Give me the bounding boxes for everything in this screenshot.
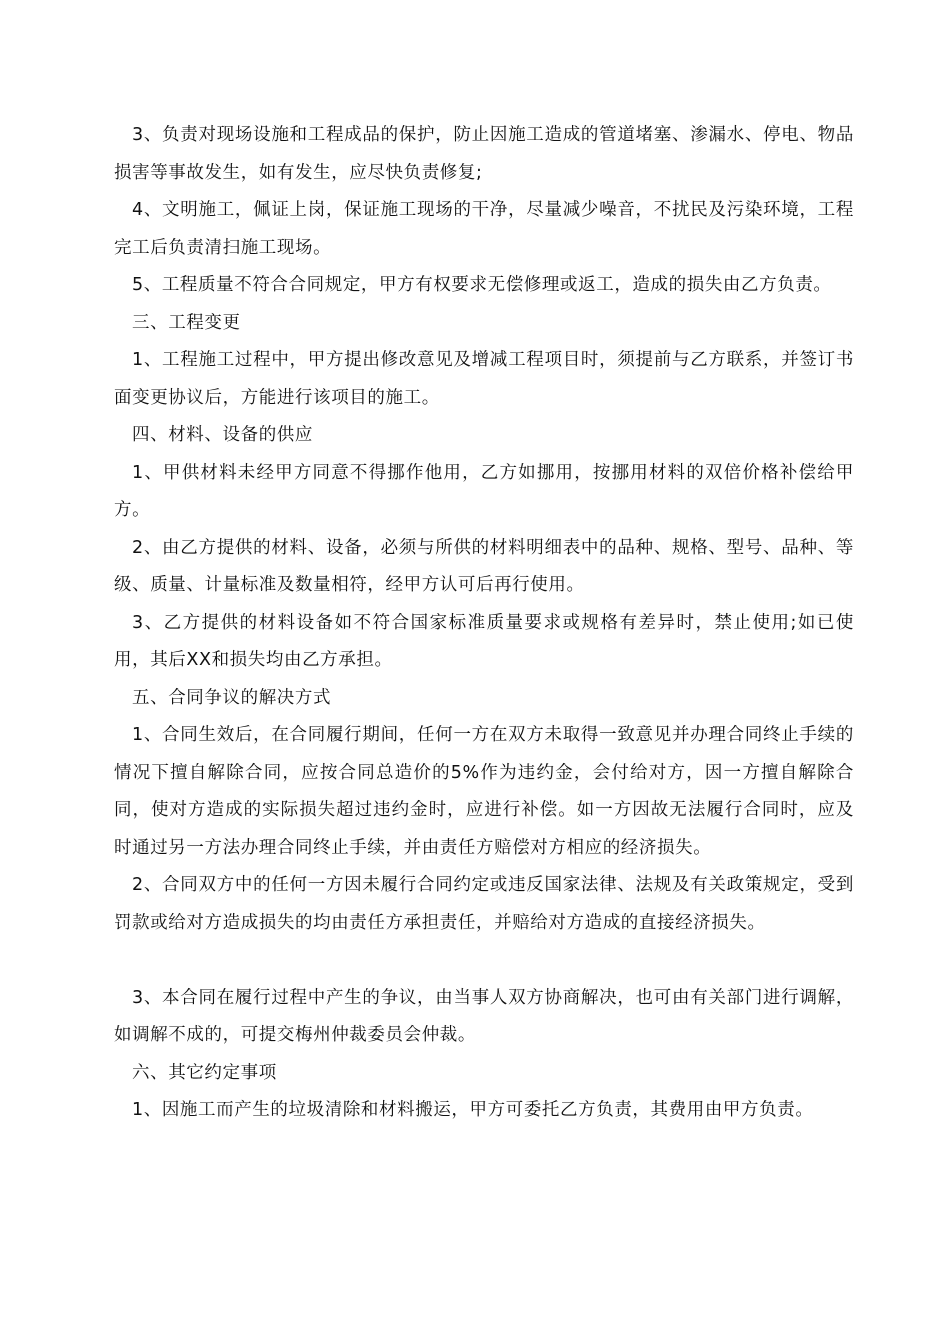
clause-5-quality: 5、工程质量不符合合同规定，甲方有权要求无偿修理或返工，造成的损失由乙方负责。 xyxy=(132,275,832,295)
section-heading-material-supply: 四、材料、设备的供应 xyxy=(132,425,313,445)
other-clause-1: 1、因施工而产生的垃圾清除和材料搬运，甲方可委托乙方负责，其费用由甲方负责。 xyxy=(132,1100,814,1120)
supply-clause-3: 3、乙方提供的材料设备如不符合国家标准质量要求或规格有差异时，禁止使用;如已使用，其后XX和损失均由乙方承担。 xyxy=(114,612,854,670)
supply-clause-1: 1、甲供材料未经甲方同意不得挪作他用，乙方如挪用，按挪用材料的双倍价格补偿给甲方。 xyxy=(114,462,854,520)
dispute-clause-3: 3、本合同在履行过程中产生的争议，由当事人双方协商解决，也可由有关部门进行调解，如调解不成的，可提交梅州仲裁委员会仲裁。 xyxy=(114,987,854,1045)
section-heading-other-matters: 六、其它约定事项 xyxy=(132,1062,277,1083)
section-heading-dispute-resolution: 五、合同争议的解决方式 xyxy=(132,687,332,708)
document-body xyxy=(114,117,854,1130)
change-clause-1: 1、工程施工过程中，甲方提出修改意见及增减工程项目时，须提前与乙方联系，并签订书面变更协议后，方能进行该项目的施工。 xyxy=(114,350,854,408)
section-heading-engineering-change: 三、工程变更 xyxy=(132,312,241,333)
clause-4-civilized-construction: 4、文明施工，佩证上岗，保证施工现场的干净，尽量减少噪音，不扰民及污染环境，工程完工后负责清扫施工现场。 xyxy=(114,200,854,258)
clause-3-site-protection: 3、负责对现场设施和工程成品的保护，防止因施工造成的管道堵塞、渗漏水、停电、物品损害等事故发生，如有发生，应尽快负责修复; xyxy=(114,125,854,183)
supply-clause-2: 2、由乙方提供的材料、设备，必须与所供的材料明细表中的品种、规格、型号、品种、等级、质量、计量标准及数量相符，经甲方认可后再行使用。 xyxy=(114,537,854,595)
dispute-clause-1: 1、合同生效后，在合同履行期间，任何一方在双方未取得一致意见并办理合同终止手续的情况下擅自解除合同，应按合同总造价的5%作为违约金，会付给对方，因一方擅自解除合同，使对方造成的实际损失超过违约金时，应进行补偿。如一方因故无法履行合同时，应及时通过另一方法办理合同终止手续，并由责任方赔偿对方相应的经济损失。 xyxy=(114,725,854,858)
dispute-clause-2: 2、合同双方中的任何一方因未履行合同约定或违反国家法律、法规及有关政策规定，受到罚款或给对方造成损失的均由责任方承担责任，并赔给对方造成的直接经济损失。 xyxy=(114,875,854,933)
